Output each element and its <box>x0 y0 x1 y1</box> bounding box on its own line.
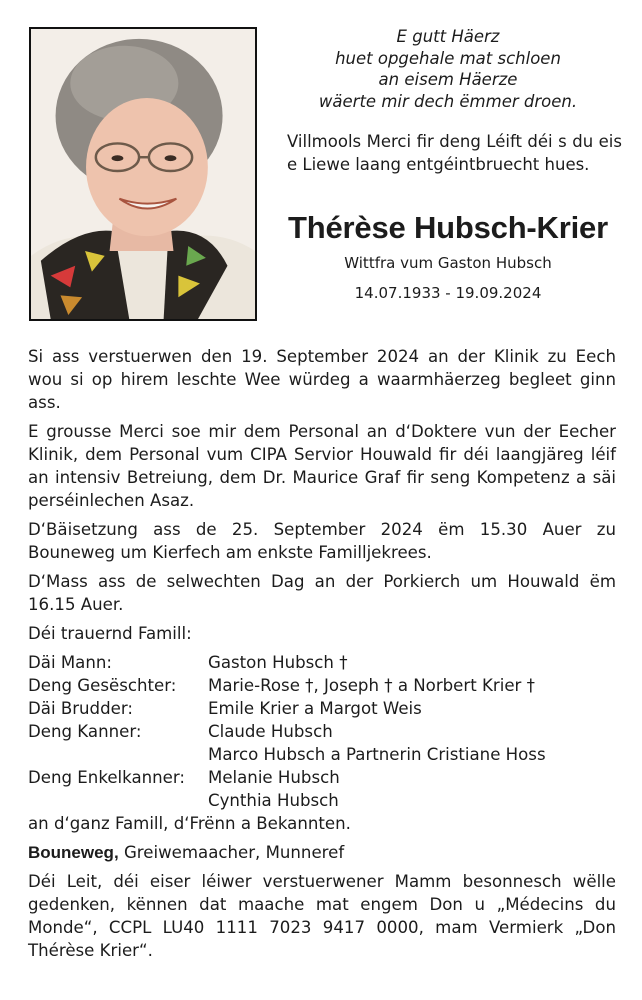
donation-note: Déi Leit, déi eiser léiwer verstuerwener Mamm besonnesch wëlle gedenken, kënnen dat maache mat engem Don u „Médecins du Monde“, CCPL LU40 1111 7023 9417 0000, mam Vermierk „Don Thérèse Krier“. <box>28 872 616 960</box>
memorial-poem <box>268 26 628 112</box>
family-names: Cynthia Hubsch <box>208 791 339 810</box>
family-role: Deng Kanner: <box>28 722 142 741</box>
family-role: Däi Mann: <box>28 653 112 672</box>
family-names: Gaston Hubsch † <box>208 653 348 672</box>
family-names: Claude Hubsch <box>208 722 333 741</box>
mass-info: D‘Mass ass de selwechten Dag an der Porkierch um Houwald ëm 16.15 Auer. <box>28 572 616 614</box>
family-names: Emile Krier a Margot Weis <box>208 699 422 718</box>
poem-line: an eisem Häerze <box>378 70 518 89</box>
portrait-photo <box>29 27 257 321</box>
places-line <box>28 841 616 864</box>
obituary-body <box>28 345 616 968</box>
family-names: Marco Hubsch a Partnerin Cristiane Hoss <box>208 745 546 764</box>
thanks-paragraph: E grousse Merci soe mir dem Personal an d‘Doktere vun der Eecher Klinik, dem Personal vum CIPA Servior Houwald fir déi laangjäreg léif an intensiv Betreiung, dem Dr. Maurice Graf fir seng Kompetenz a säi perséinlechen Asaz. <box>28 422 616 510</box>
family-names: Melanie Hubsch <box>208 768 340 787</box>
family-role <box>28 789 208 812</box>
family-role <box>28 743 208 766</box>
poem-line: huet opgehale mat schloen <box>335 48 561 68</box>
family-role: Däi Brudder: <box>28 699 133 718</box>
family-list <box>28 651 616 812</box>
thanks-note: Villmools Merci fir deng Léift déi s du eis e Liewe laang entgéintbruecht hues. <box>287 132 622 174</box>
burial-info: D‘Bäisetzung ass de 25. September 2024 ëm 15.30 Auer zu Bouneweg um Kierfech am enkste Familljekrees. <box>28 520 616 562</box>
death-announcement: Si ass verstuerwen den 19. September 2024 an der Klinik zu Eech wou si op hirem leschte Wee würdeg a waarmhäerzeg begleet ginn ass. <box>28 347 616 412</box>
family-role: Deng Enkelkanner: <box>28 768 186 787</box>
family-role: Deng Gesëschter: <box>28 676 177 695</box>
family-closing: an d‘ganz Famill, d‘Frënn a Bekannten. <box>28 814 351 833</box>
life-dates: 14.07.1933 - 19.09.2024 <box>354 284 542 302</box>
widow-of-line: Wittfra vum Gaston Hubsch <box>344 254 552 272</box>
family-heading: Déi trauernd Famill: <box>28 624 192 643</box>
portrait-illustration <box>31 29 255 319</box>
deceased-name: Thérèse Hubsch-Krier <box>288 210 608 245</box>
poem-line: wäerte mir dech ëmmer droen. <box>318 91 578 111</box>
place-others: Greiwemaacher, Munneref <box>118 843 345 862</box>
family-names: Marie-Rose †, Joseph † a Norbert Krier † <box>208 676 535 695</box>
place-primary: Bouneweg, <box>28 843 119 862</box>
poem-line: E gutt Häerz <box>396 27 500 46</box>
